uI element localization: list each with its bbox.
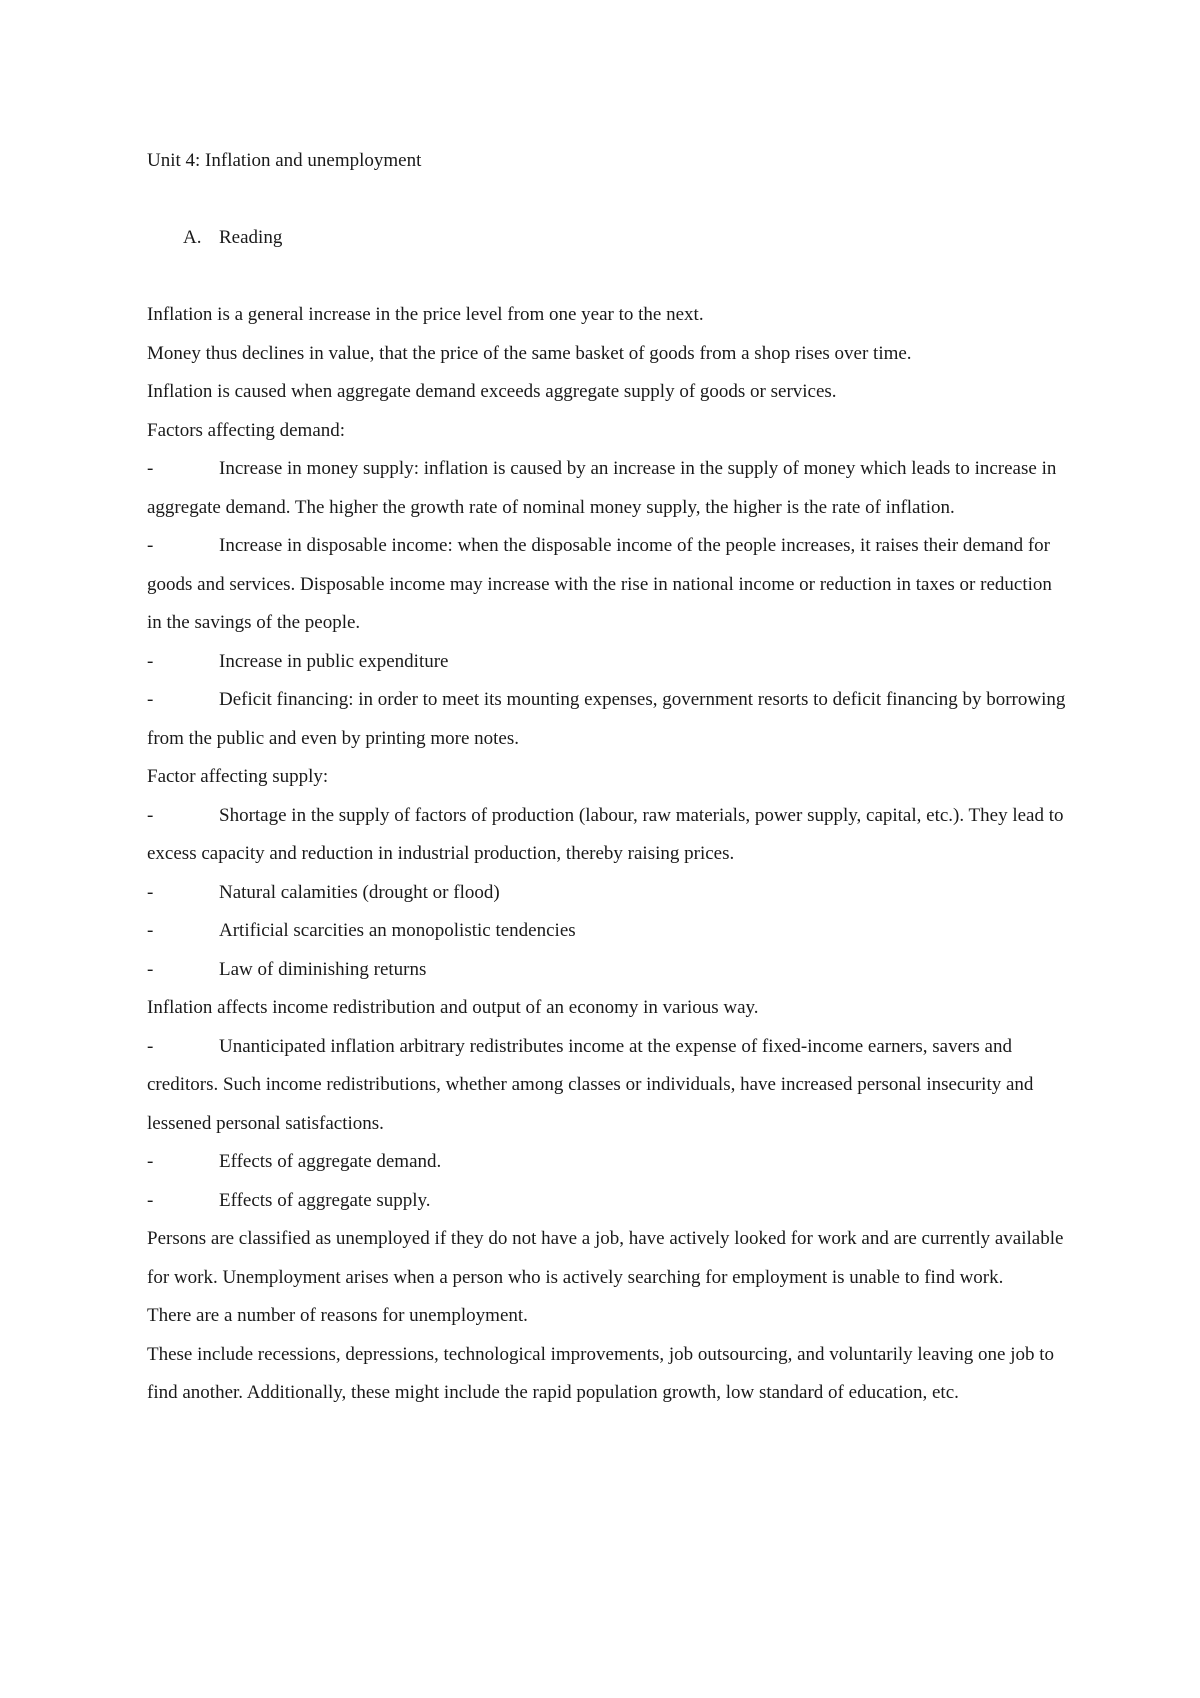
bullet-dash: - [147, 1151, 154, 1172]
paragraph: Persons are classified as unemployed if they do not have a job, have actively looked for work and are currently available for work. Unemployment arises when a person who is actively searching for employment is unable to find work. [147, 1228, 1064, 1288]
section-letter: A. [183, 227, 202, 248]
bullet-item [147, 527, 1067, 643]
bullet-text: Increase in disposable income: when the disposable income of the people increases, it raises their demand for goods and services. Disposable income may increase with the rise in national income or reduction in taxes or reduction in the savings of the people. [147, 535, 1052, 633]
paragraph: There are a number of reasons for unemployment. [147, 1305, 528, 1326]
section-heading [147, 219, 1067, 258]
bullet-dash: - [147, 650, 154, 672]
paragraph: Money thus declines in value, that the price of the same basket of goods from a shop rises over time. [147, 342, 912, 364]
bullet-text: Effects of aggregate supply. [219, 1189, 431, 1211]
page-title: Unit 4: Inflation and unemployment [147, 150, 422, 171]
bullet-dash: - [147, 1035, 154, 1057]
document-page [147, 142, 1067, 1413]
bullet-dash: - [147, 920, 154, 941]
bullet-text: Natural calamities (drought or flood) [219, 881, 500, 903]
bullet-dash: - [147, 804, 154, 826]
bullet-item [147, 1143, 1067, 1182]
bullet-text: Law of diminishing returns [219, 958, 427, 980]
bullet-text: Increase in money supply: inflation is caused by an increase in the supply of money which leads to increase in aggregate demand. The higher the growth rate of nominal money supply, the higher is the rate of inflation. [147, 458, 1057, 518]
bullet-item [147, 1028, 1067, 1144]
bullet-item [147, 912, 1067, 951]
bullet-text: Effects of aggregate demand. [219, 1151, 442, 1172]
bullet-item [147, 1182, 1067, 1221]
paragraph: Inflation is caused when aggregate demand exceeds aggregate supply of goods or services. [147, 381, 837, 402]
document-body [147, 296, 1067, 1413]
bullet-dash: - [147, 958, 154, 980]
bullet-text: Artificial scarcities an monopolistic tendencies [219, 920, 576, 941]
bullet-text: Shortage in the supply of factors of production (labour, raw materials, power supply, capital, etc.). They lead to excess capacity and reduction in industrial production, thereby raising prices. [147, 804, 1064, 864]
bullet-item [147, 874, 1067, 913]
paragraph: These include recessions, depressions, technological improvements, job outsourcing, and voluntarily leaving one job to find another. Additionally, these might include the rapid population growth, low standard of education, etc. [147, 1343, 1055, 1403]
bullet-dash: - [147, 689, 154, 710]
bullet-item [147, 643, 1067, 682]
bullet-item [147, 681, 1067, 758]
bullet-item [147, 450, 1067, 527]
paragraph: Inflation affects income redistribution and output of an economy in various way. [147, 997, 759, 1018]
section-label: Reading [219, 227, 283, 248]
bullet-item [147, 951, 1067, 990]
paragraph: Inflation is a general increase in the price level from one year to the next. [147, 304, 704, 325]
bullet-dash: - [147, 458, 154, 479]
bullet-text: Deficit financing: in order to meet its mounting expenses, government resorts to deficit financing by borrowing from the public and even by printing more notes. [147, 689, 1066, 749]
bullet-dash: - [147, 881, 154, 903]
bullet-text: Unanticipated inflation arbitrary redistributes income at the expense of fixed-income earners, savers and creditors. Such income redistributions, whether among classes or individuals, have increased personal insecurity and lessened personal satisfactions. [147, 1035, 1034, 1134]
bullet-text: Increase in public expenditure [219, 650, 449, 672]
bullet-dash: - [147, 535, 154, 556]
paragraph: Factor affecting supply: [147, 766, 329, 787]
bullet-item [147, 797, 1067, 874]
bullet-dash: - [147, 1189, 154, 1211]
paragraph: Factors affecting demand: [147, 419, 346, 441]
